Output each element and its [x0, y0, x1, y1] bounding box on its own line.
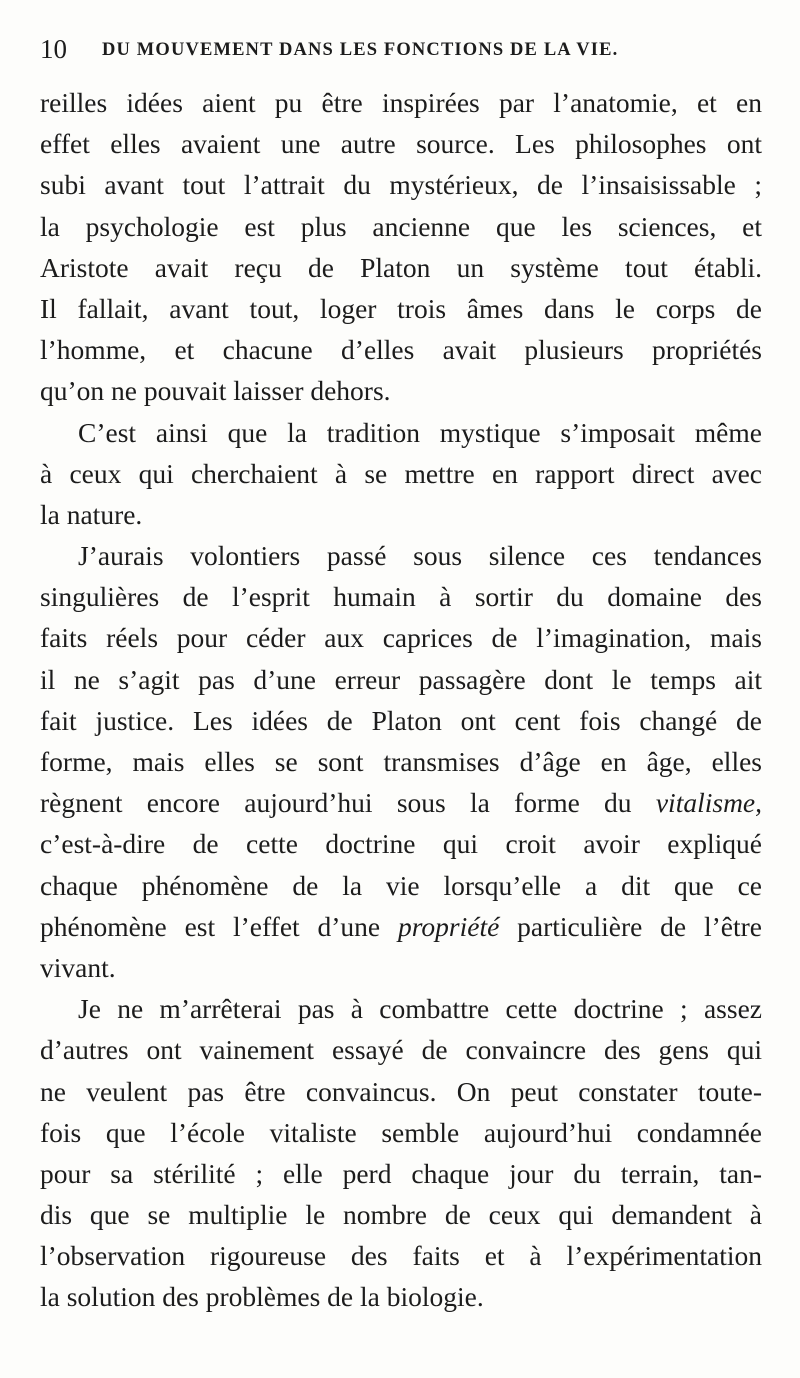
text-line: l’homme, et chacune d’elles avait plusieurs propriétés — [40, 334, 762, 366]
text-run: phénomène est l’effet d’une — [40, 910, 381, 942]
page-number: 10 — [40, 34, 67, 64]
text-line: dis que se multiplie le nombre de ceux qui demandent à — [40, 1199, 762, 1231]
text-line: subi avant tout l’attrait du mystérieux, de l’insaisissable ; — [40, 169, 762, 201]
text-line: qu’on ne pouvait laisser dehors. — [40, 375, 391, 407]
text-line: faits réels pour céder aux caprices de l’imagination, mais — [40, 622, 762, 654]
text-line: la nature. — [40, 498, 143, 530]
text-line: fait justice. Les idées de Platon ont cent fois changé de — [40, 704, 762, 736]
text-line: d’autres ont vainement essayé de convaincre des gens qui — [40, 1034, 762, 1066]
text-run: règnent encore aujourd’hui sous la forme du — [40, 787, 632, 819]
text-line — [40, 906, 762, 947]
text-line: Aristote avait reçu de Platon un système tout établi. — [40, 251, 762, 283]
text-line: à ceux qui cherchaient à se mettre en rapport direct avec — [40, 457, 762, 489]
text-line: c’est-à-dire de cette doctrine qui croit avoir expliqué — [40, 828, 762, 860]
running-head — [40, 34, 740, 64]
italic-term: vitalisme, — [655, 787, 763, 819]
text-line: vivant. — [40, 951, 116, 983]
text-line: ne veulent pas être convaincus. On peut constater toute- — [40, 1075, 762, 1107]
text-line: la solution des problèmes de la biologie. — [40, 1281, 484, 1313]
text-line: pour sa stérilité ; elle perd chaque jour du terrain, tan- — [40, 1157, 762, 1189]
text-line: C’est ainsi que la tradition mystique s’imposait même — [78, 416, 762, 448]
body-text — [40, 82, 762, 1318]
text-line: J’aurais volontiers passé sous silence ces tendances — [78, 540, 762, 572]
text-line: Je ne m’arrêterai pas à combattre cette doctrine ; assez — [78, 993, 762, 1025]
text-line: Il fallait, avant tout, loger trois âmes dans le corps de — [40, 292, 762, 324]
text-line — [40, 782, 762, 823]
text-line: l’observation rigoureuse des faits et à l’expérimentation — [40, 1240, 762, 1272]
text-line: effet elles avaient une autre source. Les philosophes ont — [40, 128, 762, 160]
running-title: DU MOUVEMENT DANS LES FONCTIONS DE LA VIE. — [102, 40, 619, 60]
text-line: la psychologie est plus ancienne que les sciences, et — [40, 210, 762, 242]
text-line: chaque phénomène de la vie lorsqu’elle a dit que ce — [40, 869, 762, 901]
text-line: reilles idées aient pu être inspirées par l’anatomie, et en — [40, 87, 762, 118]
italic-term: propriété — [397, 910, 500, 942]
text-line: singulières de l’esprit humain à sortir du domaine des — [40, 581, 762, 613]
text-line: il ne s’agit pas d’une erreur passagère dont le temps ait — [40, 663, 762, 695]
text-line: fois que l’école vitaliste semble aujourd’hui condamnée — [40, 1116, 762, 1148]
text-line: forme, mais elles se sont transmises d’âge en âge, elles — [40, 746, 762, 777]
text-run: particulière de l’être — [517, 910, 762, 942]
